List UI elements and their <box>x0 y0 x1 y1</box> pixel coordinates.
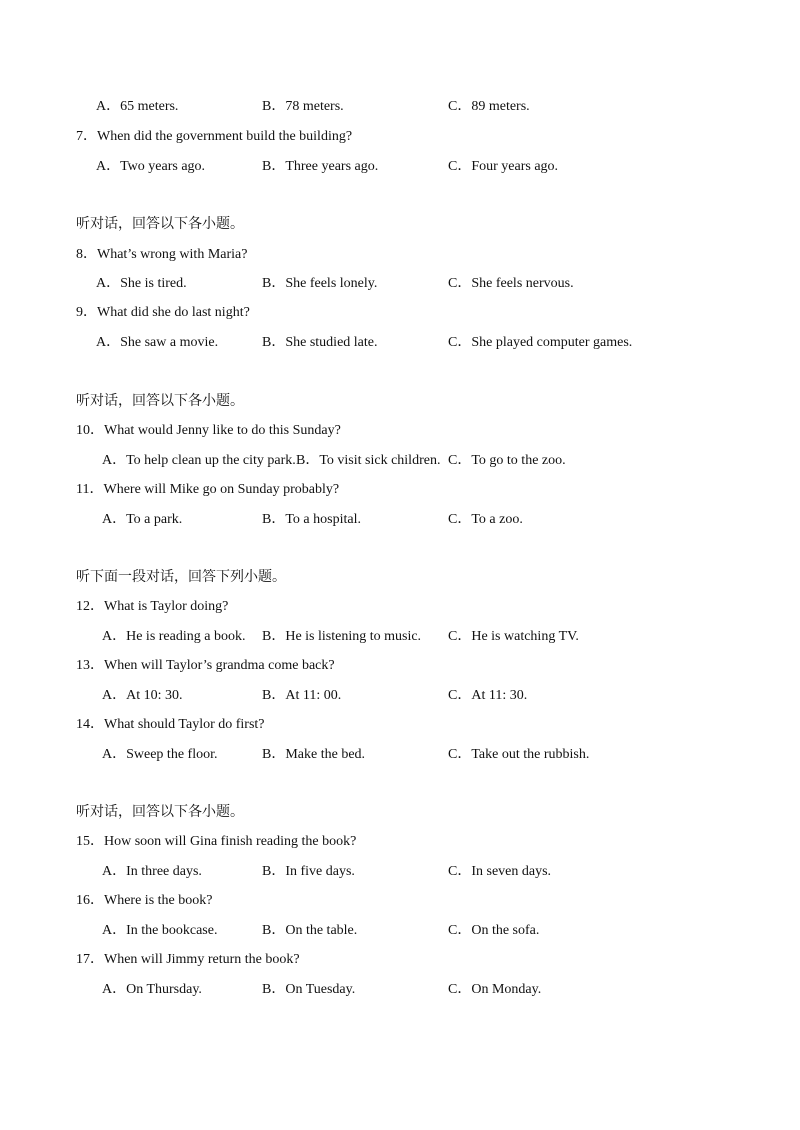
option-c: C．He is watching TV. <box>448 629 579 644</box>
option-b: B．In five days. <box>262 864 355 879</box>
option-a: A．65 meters. <box>96 99 179 114</box>
option-c: C．She feels nervous. <box>448 276 574 291</box>
option-b: B．He is listening to music. <box>262 629 422 644</box>
option-b: B．Make the bed. <box>262 747 366 762</box>
option-c: C．On Monday. <box>448 982 542 997</box>
question: 17．When will Jimmy return the book? <box>76 952 300 967</box>
option-b: B．She studied late. <box>262 335 378 350</box>
option-a: A．She is tired. <box>96 276 187 291</box>
question: 10．What would Jenny like to do this Sunday? <box>76 423 341 438</box>
option-a: A．In three days. <box>102 864 202 879</box>
question: 11．Where will Mike go on Sunday probably? <box>76 482 340 497</box>
option-b: B．On Tuesday. <box>262 982 356 997</box>
option-c: C．Four years ago. <box>448 159 559 174</box>
question: 7．When did the government build the building? <box>76 129 353 144</box>
question: 9．What did she do last night? <box>76 305 250 320</box>
option-a: A．To help clean up the city park. <box>102 453 296 468</box>
option-a: A．He is reading a book. <box>102 629 246 644</box>
option-c: C．89 meters. <box>448 99 530 114</box>
question: 16．Where is the book? <box>76 893 213 908</box>
option-a: A．Sweep the floor. <box>102 747 218 762</box>
option-a: A．In the bookcase. <box>102 923 218 938</box>
question: 8．What’s wrong with Maria? <box>76 247 248 262</box>
question: 13．When will Taylor’s grandma come back? <box>76 658 335 673</box>
option-a: A．To a park. <box>102 512 183 527</box>
option-c: C．At 11: 30. <box>448 688 528 703</box>
option-c: C．Take out the rubbish. <box>448 747 590 762</box>
option-b: B．To visit sick children. <box>296 453 441 468</box>
option-b: B．78 meters. <box>262 99 344 114</box>
option-c: C．On the sofa. <box>448 923 540 938</box>
option-a: A．Two years ago. <box>96 159 206 174</box>
question: 12．What is Taylor doing? <box>76 599 229 614</box>
option-c: C．To a zoo. <box>448 512 523 527</box>
section-instruction: 听对话，回答以下各小题。 <box>76 217 244 232</box>
section-instruction: 听对话，回答以下各小题。 <box>76 805 244 820</box>
section-instruction: 听对话，回答以下各小题。 <box>76 394 244 409</box>
option-c: C．In seven days. <box>448 864 552 879</box>
option-a: A．She saw a movie. <box>96 335 219 350</box>
option-b: B．She feels lonely. <box>262 276 378 291</box>
question: 14．What should Taylor do first? <box>76 717 265 732</box>
option-b: B．On the table. <box>262 923 358 938</box>
option-a: A．On Thursday. <box>102 982 202 997</box>
option-b: B．To a hospital. <box>262 512 361 527</box>
option-a: A．At 10: 30. <box>102 688 183 703</box>
question: 15．How soon will Gina finish reading the book? <box>76 834 357 849</box>
option-c: C．She played computer games. <box>448 335 633 350</box>
option-b: B．At 11: 00. <box>262 688 342 703</box>
option-c: C．To go to the zoo. <box>448 453 566 468</box>
section-instruction: 听下面一段对话，回答下列小题。 <box>76 570 286 585</box>
option-b: B．Three years ago. <box>262 159 379 174</box>
